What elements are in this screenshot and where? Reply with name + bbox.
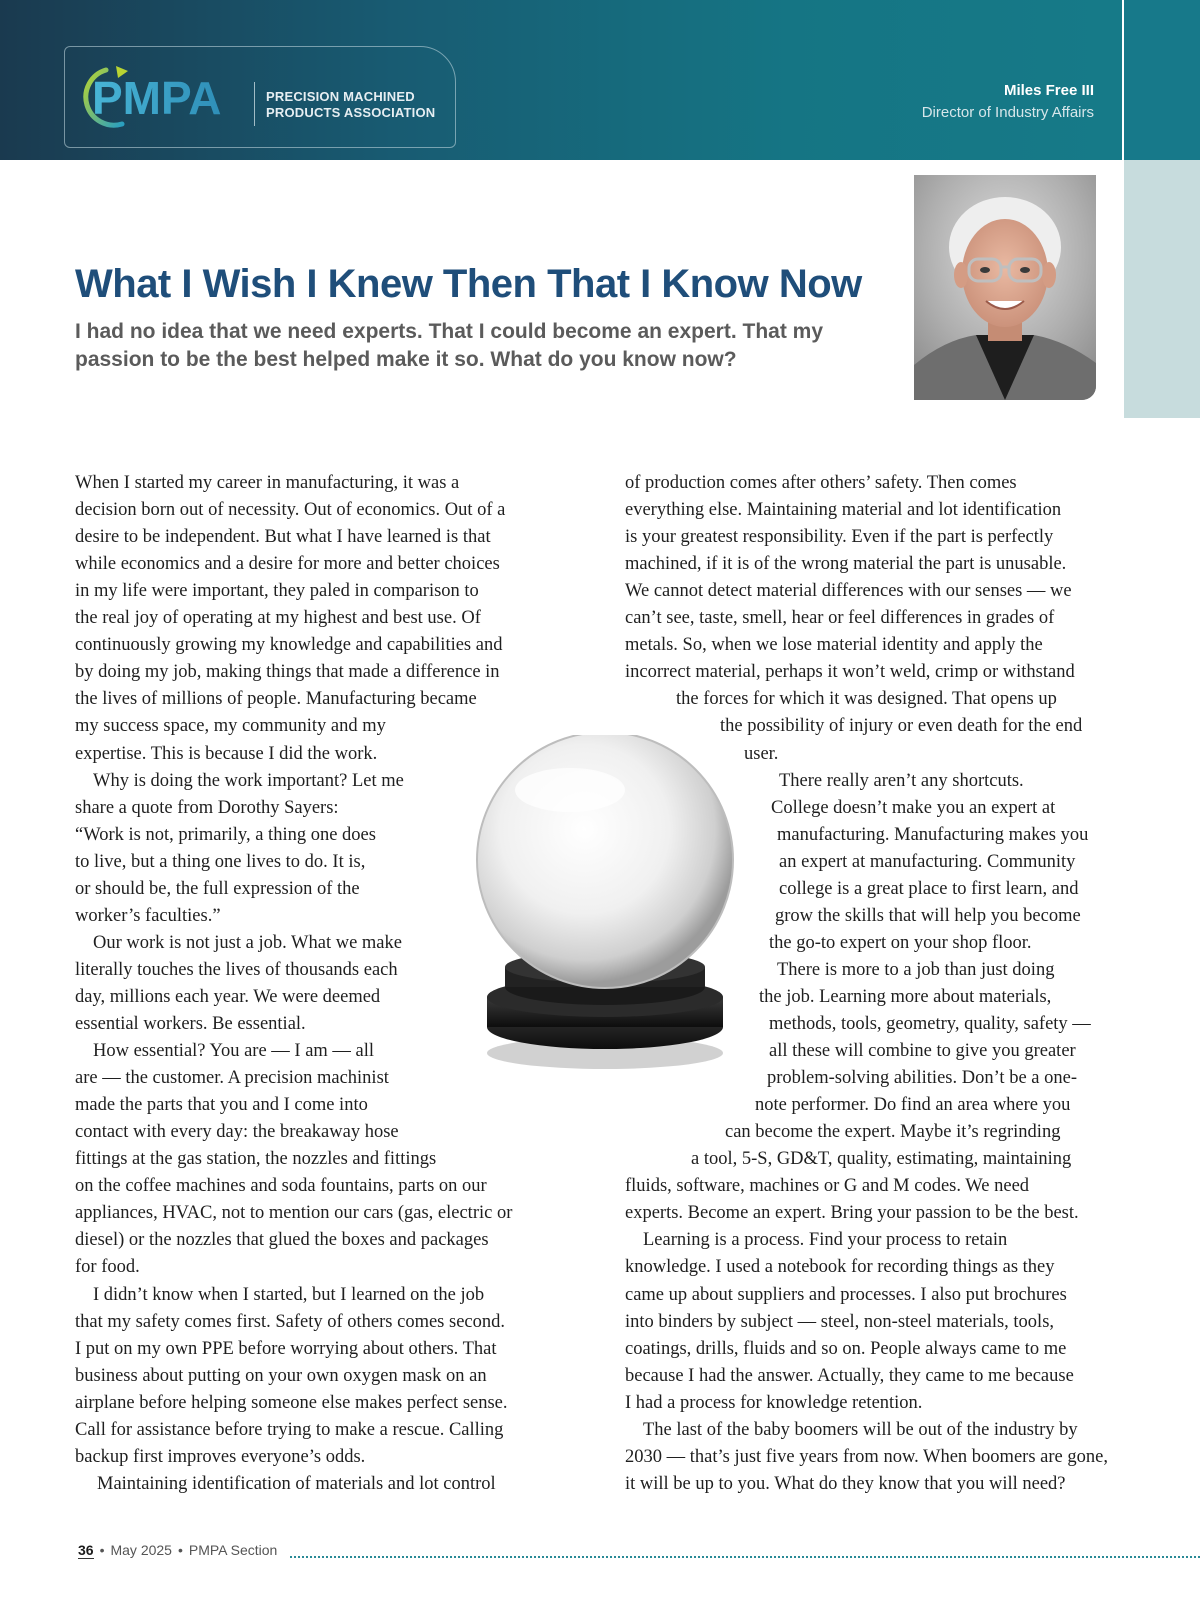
org-name-line1: PRECISION MACHINED xyxy=(266,89,415,104)
body-text-line: literally touches the lives of thousands each xyxy=(75,959,398,980)
article-headline: What I Wish I Knew Then That I Know Now xyxy=(75,262,862,306)
body-text-line: to live, but a thing one lives to do. It is, xyxy=(75,851,366,872)
body-text-line: by doing my job, making things that made a difference in xyxy=(75,662,500,683)
body-text-line: Our work is not just a job. What we make xyxy=(93,932,402,953)
side-panel xyxy=(1124,160,1200,418)
body-text-line: the go-to expert on your shop floor. xyxy=(769,932,1032,953)
body-text-line: college is a great place to first learn, and xyxy=(779,878,1079,899)
body-text-line: Why is doing the work important? Let me xyxy=(93,770,404,791)
body-text-line: the job. Learning more about materials, xyxy=(759,986,1052,1007)
body-text-line: my success space, my community and my xyxy=(75,716,386,737)
body-text-line: is your greatest responsibility. Even if the part is perfectly xyxy=(625,527,1054,548)
author-name: Miles Free III xyxy=(1003,82,1094,99)
body-text-line: note performer. Do find an area where you xyxy=(755,1095,1071,1116)
body-text-line: on the coffee machines and soda fountains, parts on our xyxy=(75,1176,487,1197)
body-text-line: everything else. Maintaining material and lot identification xyxy=(625,500,1062,521)
pmpa-logo xyxy=(76,62,254,134)
body-text-line: of production comes after others’ safety. Then comes xyxy=(625,473,1017,493)
author-portrait xyxy=(914,175,1096,400)
body-text-line: in my life were important, they paled in comparison to xyxy=(75,581,479,602)
body-text-line: day, millions each year. We were deemed xyxy=(75,986,381,1007)
author-title: Director of Industry Affairs xyxy=(921,104,1094,121)
body-text-line: business about putting on your own oxygen mask on an xyxy=(75,1365,487,1386)
body-text-line: I didn’t know when I started, but I learned on the job xyxy=(93,1284,485,1305)
header-accent-column xyxy=(1124,0,1200,160)
body-text-line: continuously growing my knowledge and capabilities and xyxy=(75,635,503,656)
body-text-line: it will be up to you. What do they know that you will need? xyxy=(625,1473,1066,1494)
body-text-line: 2030 — that’s just five years from now. When boomers are gone, xyxy=(625,1446,1108,1467)
article-deck: I had no idea that we need experts. That I could become an expert. That my passion to be the best helped make it so. What do you know now? xyxy=(75,320,824,371)
body-text-line: user. xyxy=(744,743,779,764)
footer-dotted-rule xyxy=(290,1556,1200,1558)
body-text-line: because I had the answer. Actually, they came to me because xyxy=(625,1365,1074,1386)
issue-date: May 2025 xyxy=(110,1542,172,1558)
body-text-line: the lives of millions of people. Manufacturing became xyxy=(75,689,477,710)
body-text-line: a tool, 5-S, GD&T, quality, estimating, maintaining xyxy=(691,1149,1072,1170)
crystal-ball-illustration xyxy=(460,735,750,1080)
body-text-line: metals. So, when we lose material identity and apply the xyxy=(625,635,1043,656)
body-text-line: coatings, drills, fluids and so on. People always came to me xyxy=(625,1338,1067,1359)
body-text-line: that my safety comes first. Safety of others comes second. xyxy=(75,1311,506,1332)
footer-separator: • xyxy=(177,1542,183,1558)
body-text-line: fluids, software, machines or G and M codes. We need xyxy=(625,1176,1030,1197)
body-text-line: There is more to a job than just doing xyxy=(777,959,1055,980)
body-text-line: How essential? You are — I am — all xyxy=(93,1041,375,1062)
body-text-line: decision born out of necessity. Out of economics. Out of a xyxy=(75,500,506,521)
body-text-line: I put on my own PPE before worrying about others. That xyxy=(75,1338,497,1359)
org-name-line2: PRODUCTS ASSOCIATION xyxy=(266,105,436,120)
body-text-line: for food. xyxy=(75,1257,140,1278)
body-text-line: all these will combine to give you greater xyxy=(769,1041,1076,1062)
body-text-line: There really aren’t any shortcuts. xyxy=(779,770,1024,791)
body-text-line: incorrect material, perhaps it won’t weld, crimp or withstand xyxy=(625,662,1075,683)
body-text-line: expertise. This is because I did the work. xyxy=(75,743,378,764)
body-text-line: an expert at manufacturing. Community xyxy=(779,851,1076,872)
body-text-line: When I started my career in manufacturing, it was a xyxy=(75,473,460,493)
body-text-line: into binders by subject — steel, non-steel materials, tools, xyxy=(625,1311,1055,1332)
body-text-line: diesel) or the nozzles that glued the boxes and packages xyxy=(75,1230,489,1251)
body-text-line: manufacturing. Manufacturing makes you xyxy=(777,824,1089,845)
body-text-line: airplane before helping someone else makes perfect sense. xyxy=(75,1392,508,1413)
body-text-line: are — the customer. A precision machinist xyxy=(75,1068,389,1089)
body-text-line: or should be, the full expression of the xyxy=(75,878,360,899)
body-text-line: knowledge. I used a notebook for recording things as they xyxy=(625,1257,1055,1278)
body-text-line: came up about suppliers and processes. I also put brochures xyxy=(625,1284,1067,1305)
footer-separator: • xyxy=(99,1542,105,1558)
logo-lettering: PMPA xyxy=(92,72,222,124)
org-name xyxy=(266,89,446,121)
body-text-line: backup first improves everyone’s odds. xyxy=(75,1446,366,1467)
body-text-line: I had a process for knowledge retention. xyxy=(625,1392,923,1413)
body-text-line: machined, if it is of the wrong material the part is unusable. xyxy=(625,554,1067,575)
body-text-line: methods, tools, geometry, quality, safety — xyxy=(769,1014,1091,1034)
body-text-line: the forces for which it was designed. That opens up xyxy=(676,689,1057,710)
body-text-line: We cannot detect material differences with our senses — we xyxy=(625,581,1072,602)
body-text-line: The last of the baby boomers will be out of the industry by xyxy=(643,1419,1078,1440)
body-text-line: Learning is a process. Find your process to retain xyxy=(643,1230,1008,1251)
logo-divider xyxy=(254,82,255,126)
body-text-line: experts. Become an expert. Bring your passion to be the best. xyxy=(625,1203,1079,1224)
body-text-line: can’t see, taste, smell, hear or feel differences in grades of xyxy=(625,608,1055,629)
body-text-line: the possibility of injury or even death for the end xyxy=(720,716,1083,737)
body-text-line: share a quote from Dorothy Sayers: xyxy=(75,797,339,818)
body-text-line: “Work is not, primarily, a thing one does xyxy=(75,824,376,845)
body-text-line: College doesn’t make you an expert at xyxy=(771,797,1056,818)
section-name: PMPA Section xyxy=(188,1542,278,1558)
body-text-line: appliances, HVAC, not to mention our cars (gas, electric or xyxy=(75,1203,513,1224)
body-text-line: grow the skills that will help you become xyxy=(775,905,1081,926)
body-text-line: fittings at the gas station, the nozzles and fittings xyxy=(75,1149,437,1170)
page-footer xyxy=(78,1542,277,1562)
body-text-line: made the parts that you and I come into xyxy=(75,1095,368,1116)
body-text-line: essential workers. Be essential. xyxy=(75,1014,306,1034)
body-text-line: problem-solving abilities. Don’t be a one- xyxy=(767,1068,1077,1089)
body-text-line: worker’s faculties.” xyxy=(75,905,221,926)
body-text-line: desire to be independent. But what I have learned is that xyxy=(75,527,491,548)
body-text-line: the real joy of operating at my highest and best use. Of xyxy=(75,608,481,629)
body-text-line: Maintaining identification of materials and lot control xyxy=(97,1473,496,1494)
body-text-line: contact with every day: the breakaway hose xyxy=(75,1122,399,1143)
page-number: 36 xyxy=(78,1542,94,1558)
body-text-line: can become the expert. Maybe it’s regrinding xyxy=(725,1122,1061,1143)
body-text-line: Call for assistance before trying to make a rescue. Calling xyxy=(75,1419,504,1440)
body-text-line: while economics and a desire for more and better choices xyxy=(75,554,500,575)
